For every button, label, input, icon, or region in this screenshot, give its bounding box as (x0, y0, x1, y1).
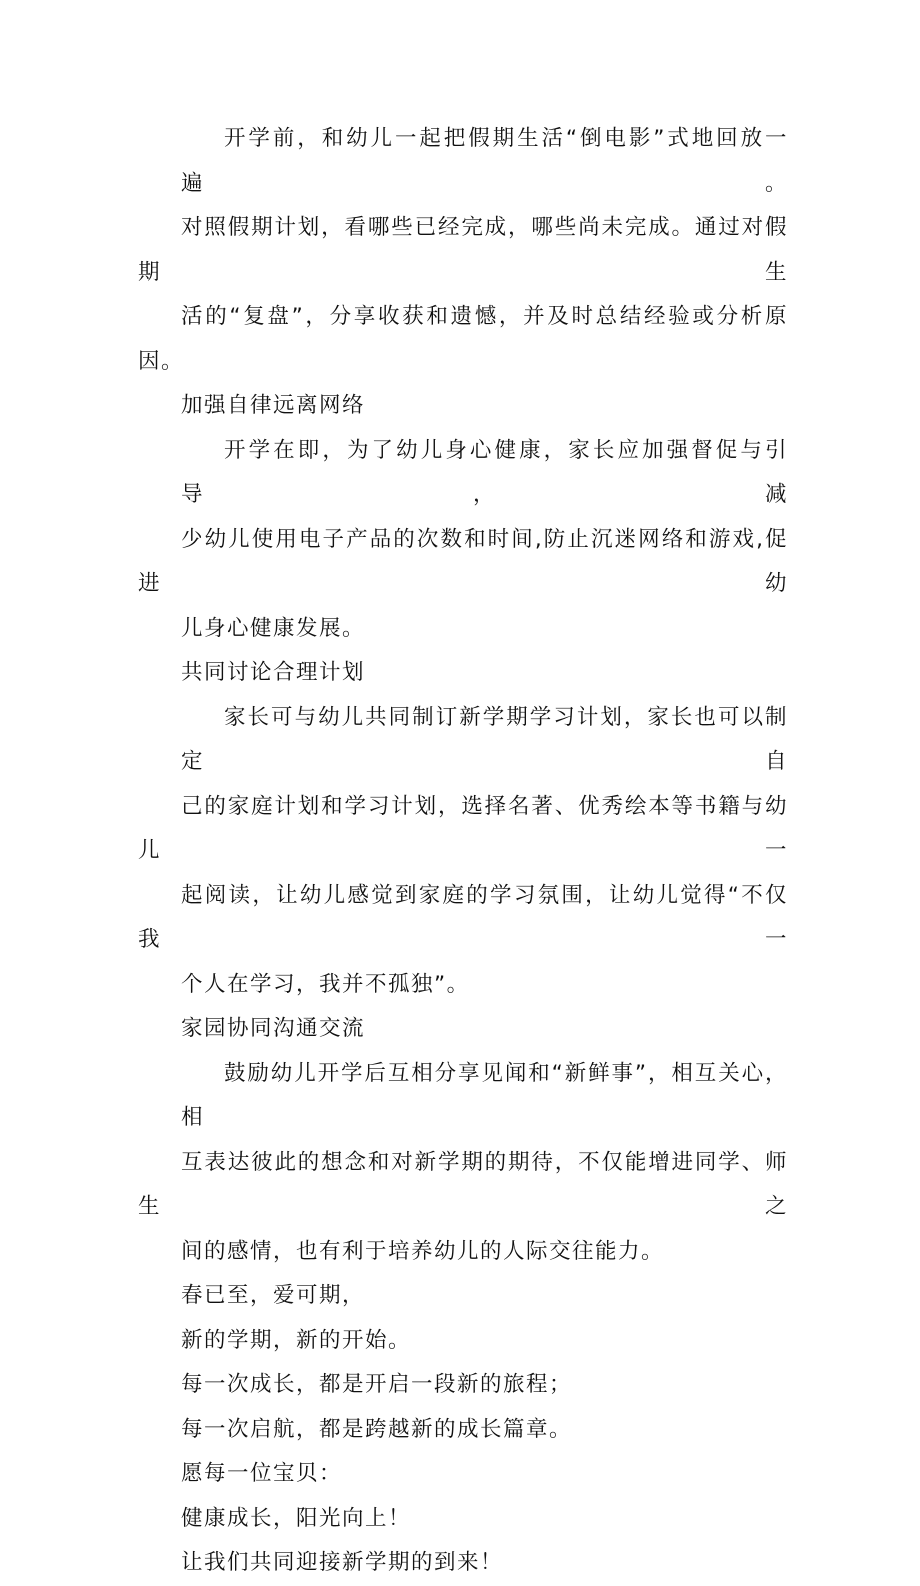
paragraph-line: 家长可与幼儿共同制订新学期学习计划，家长也可以制定自 (181, 704, 788, 774)
paragraph-line: 开学前，和幼儿一起把假期生活“倒电影”式地回放一遍。 (181, 126, 788, 196)
paragraph-line: 活的“复盘”，分享收获和遗憾，并及时总结经验或分析原因。 (138, 304, 788, 374)
paragraph-line: 间的感情，也有利于培养幼儿的人际交往能力。 (181, 1238, 665, 1264)
section-heading-self-discipline: 加强自律远离网络 (181, 393, 366, 418)
closing-line: 愿每一位宝贝： (181, 1461, 343, 1486)
closing-line: 让我们共同迎接新学期的到来！ (181, 1550, 504, 1575)
section-heading-communication: 家园协同沟通交流 (181, 1016, 366, 1041)
paragraph-line: 个人在学习，我并不孤独”。 (181, 971, 470, 997)
closing-line: 健康成长，阳光向上！ (181, 1505, 412, 1531)
paragraph-line: 鼓励幼儿开学后互相分享见闻和“新鲜事”，相互关心，相 (181, 1060, 788, 1130)
paragraph-line: 少幼儿使用电子产品的次数和时间,防止沉迷网络和游戏,促进幼 (138, 526, 788, 596)
paragraph-line: 己的家庭计划和学习计划，选择名著、优秀绘本等书籍与幼儿一 (138, 793, 788, 863)
document-body (138, 117, 788, 1586)
paragraph-line: 起阅读，让幼儿感觉到家庭的学习氛围，让幼儿觉得“不仅我一 (138, 882, 788, 952)
paragraph-line: 互表达彼此的想念和对新学期的期待，不仅能增进同学、师生之 (138, 1149, 788, 1219)
paragraph-plan (138, 696, 788, 1008)
closing-line: 春已至，爱可期， (181, 1283, 366, 1308)
closing-line: 新的学期，新的开始。 (181, 1327, 412, 1353)
paragraph-communication (138, 1052, 788, 1275)
closing-line: 每一次成长，都是开启一段新的旅程； (181, 1372, 573, 1397)
paragraph-self-discipline (138, 429, 788, 652)
paragraph-line: 对照假期计划，看哪些已经完成，哪些尚未完成。通过对假期生 (138, 215, 788, 285)
closing-line: 每一次启航，都是跨越新的成长篇章。 (181, 1416, 573, 1442)
paragraph-line: 儿身心健康发展。 (181, 615, 366, 641)
paragraph-line: 开学在即，为了幼儿身心健康，家长应加强督促与引导，减 (181, 437, 788, 507)
paragraph-review-holiday (138, 117, 788, 384)
section-heading-plan: 共同讨论合理计划 (181, 660, 366, 685)
